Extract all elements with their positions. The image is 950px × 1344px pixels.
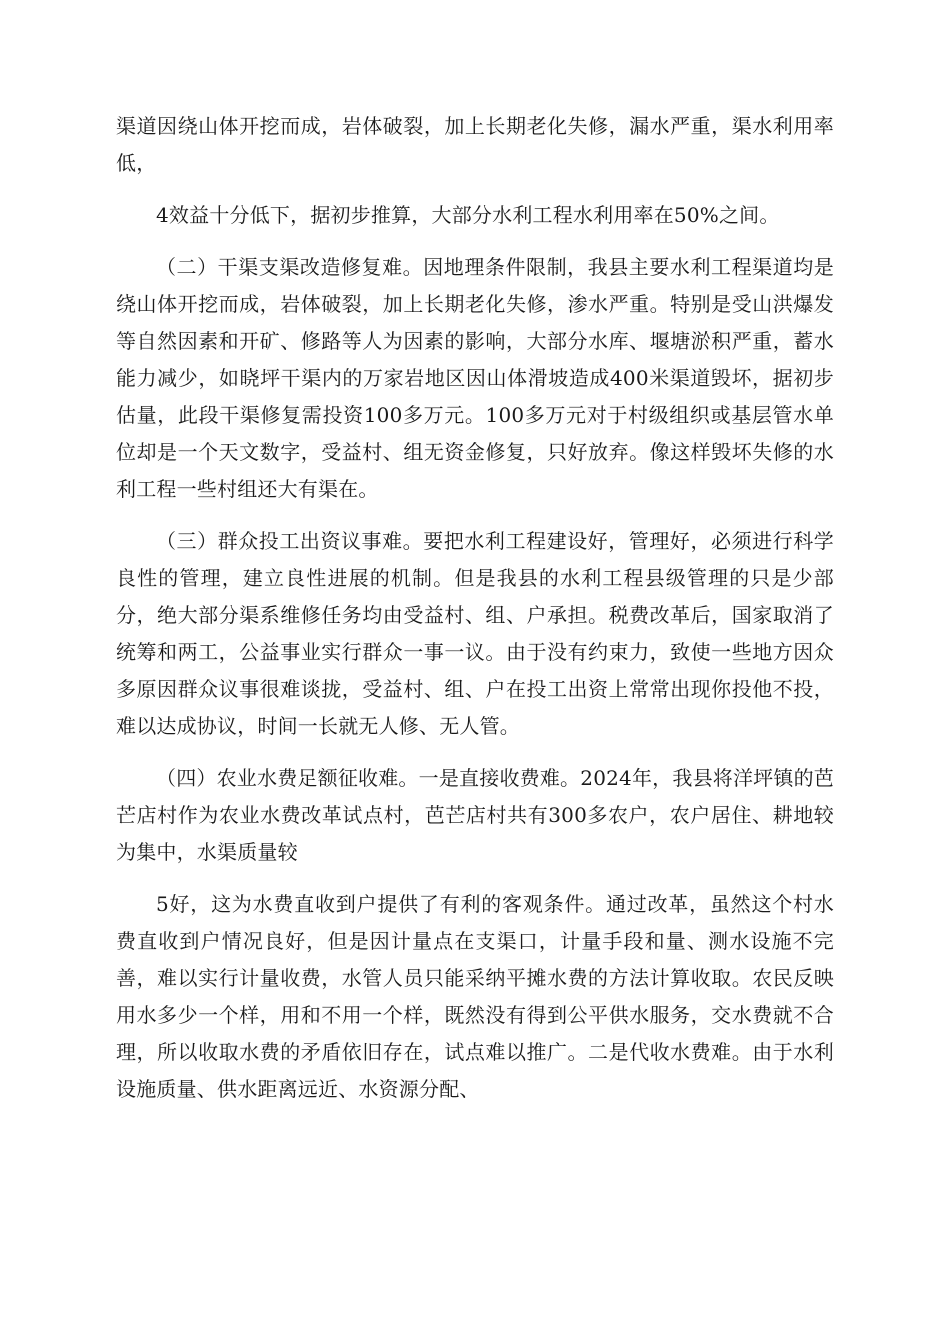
paragraph-6: 5好，这为水费直收到户提供了有利的客观条件。通过改革，虽然这个村水费直收到户情况良好，但是因计量点在支渠口，计量手段和量、测水设施不完善，难以实行计量收费，水管人员只能采纳平摊水费的方法计算收取。农民反映用水多少一个样，用和不用一个样，既然没有得到公平供水服务，交水费就不合理，所以收取水费的矛盾依旧存在，试点难以推广。二是代收水费难。由于水利设施质量、供水距离远近、水资源分配、 (116, 892, 834, 1101)
paragraph-4: （三）群众投工出资议事难。要把水利工程建设好，管理好，必须进行科学良性的管理，建立良性进展的机制。但是我县的水利工程县级管理的只是少部分，绝大部分渠系维修任务均由受益村、组、户承担。税费改革后，国家取消了统筹和两工，公益事业实行群众一事一议。由于没有约束力，致使一些地方因众多原因群众议事很难谈拢，受益村、组、户在投工出资上常常出现你投他不投，难以达成协议，时间一长就无人修、无人管。 (116, 529, 834, 738)
paragraph-1: 渠道因绕山体开挖而成，岩体破裂，加上长期老化失修，漏水严重，渠水利用率低， (116, 114, 834, 175)
paragraph-3: （二）干渠支渠改造修复难。因地理条件限制，我县主要水利工程渠道均是绕山体开挖而成，岩体破裂，加上长期老化失修，渗水严重。特别是受山洪爆发等自然因素和开矿、修路等人为因素的影响，大部分水库、堰塘淤积严重，蓄水能力减少，如晓坪干渠内的万家岩地区因山体滑坡造成400米渠道毁坏，据初步估量，此段干渠修复需投资100多万元。100多万元对于村级组织或基层管水单位却是一个天文数字，受益村、组无资金修复，只好放弃。像这样毁坏失修的水利工程一些村组还大有渠在。 (116, 255, 834, 501)
paragraph-2: 4效益十分低下，据初步推算，大部分水利工程水利用率在50%之间。 (156, 203, 780, 227)
paragraph-5: （四）农业水费足额征收难。一是直接收费难。2024年，我县将洋坪镇的芭芒店村作为农业水费改革试点村，芭芒店村共有300多农户，农户居住、耕地较为集中，水渠质量较 (116, 766, 834, 864)
document-body (116, 108, 834, 1123)
